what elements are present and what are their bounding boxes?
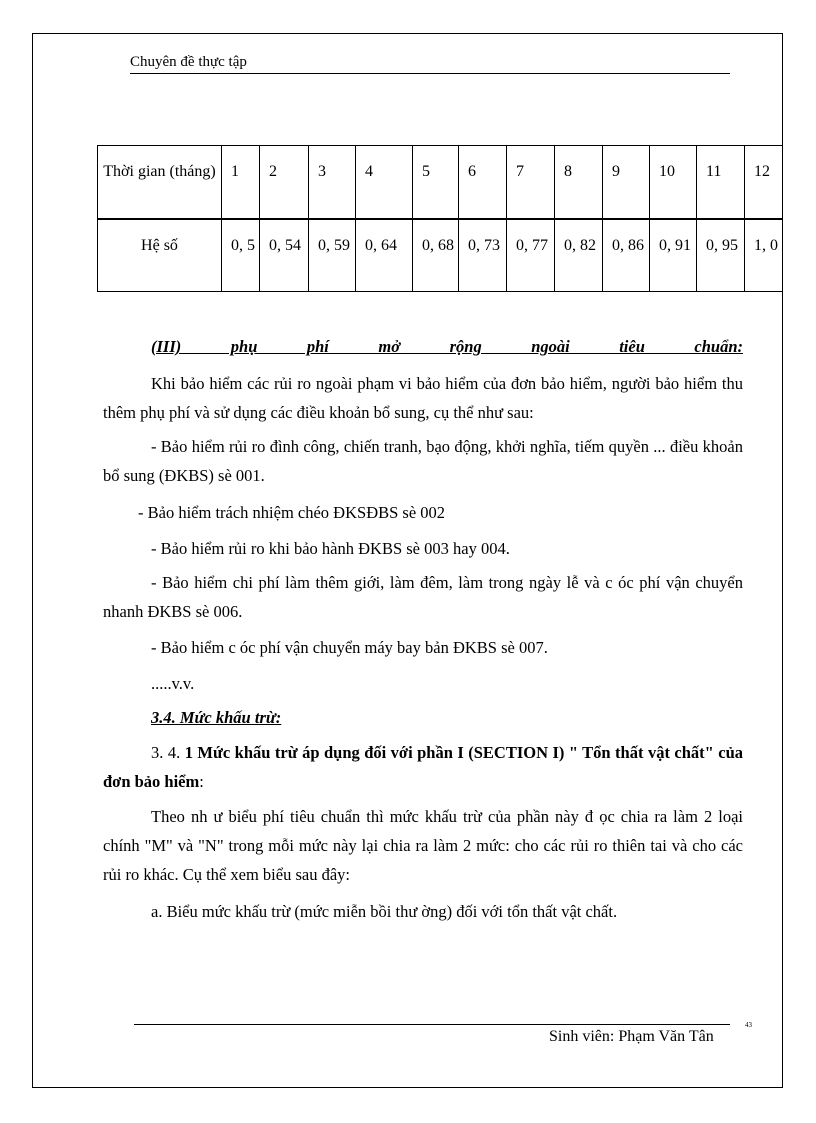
table-cell: 0, 73 <box>459 219 507 292</box>
subsection-number: 3. 4. <box>151 743 185 762</box>
page-header: Chuyên đề thực tập <box>130 54 730 74</box>
table-cell: 0, 68 <box>413 219 459 292</box>
table-cell: 3 <box>309 146 356 219</box>
row-label-coef: Hệ số <box>98 219 222 292</box>
footer-rule <box>134 1024 730 1025</box>
paragraph-item-2: - Bảo hiểm trách nhiệm chéo ĐKSĐBS sè 002 <box>138 503 446 522</box>
page-number: 43 <box>745 1021 752 1029</box>
paragraph-intro: Khi bảo hiểm các rủi ro ngoài phạm vi bảo hiểm của đơn bảo hiểm, người bảo hiểm thu thêm phụ phí và sử dụng các điều khoản bổ sung, cụ thể như sau: <box>103 374 743 422</box>
table-cell: 0, 82 <box>555 219 603 292</box>
paragraph-etc: .....v.v. <box>151 674 195 693</box>
paragraph-item-3: - Bảo hiểm rủi ro khi bảo hành ĐKBS sè 003 hay 004. <box>151 539 510 558</box>
table-cell: 1, 0 <box>745 219 783 292</box>
table-cell: 9 <box>603 146 650 219</box>
table-cell: 0, 91 <box>650 219 697 292</box>
row-label-time: Thời gian (tháng) <box>98 146 222 219</box>
table-cell: 1 <box>222 146 260 219</box>
section-heading-surcharge: (III) phụ phí mở rộng ngoài tiêu chuẩn: <box>151 337 743 356</box>
subsection-heading-341 <box>103 738 743 796</box>
paragraph-item-5: - Bảo hiểm c óc phí vận chuyển máy bay bản ĐKBS sè 007. <box>151 638 548 657</box>
paragraph-body-1: Theo nh ư biểu phí tiêu chuẩn thì mức khấu trừ của phần này đ ọc chia ra làm 2 loại chính "M" và "N" trong mỗi mức này lại chia ra làm 2 mức: cho các rủi ro thiên tai và cho các rủi ro khác. Cụ thể xem biểu sau đây: <box>103 807 743 884</box>
table-cell: 0, 54 <box>260 219 309 292</box>
table-cell: 0, 59 <box>309 219 356 292</box>
table-cell: 12 <box>745 146 783 219</box>
table-cell: 0, 86 <box>603 219 650 292</box>
table-cell: 4 <box>356 146 413 219</box>
footer-student-name: Sinh viên: Phạm Văn Tân <box>549 1028 714 1045</box>
table-cell: 6 <box>459 146 507 219</box>
table-cell: 8 <box>555 146 603 219</box>
table-row <box>98 146 783 219</box>
paragraph-item-1: - Bảo hiểm rủi ro đình công, chiến tranh, bạo động, khởi nghĩa, tiếm quyền ... điều khoản bổ sung (ĐKBS) sè 001. <box>103 437 743 485</box>
paragraph-item-4: - Bảo hiểm chi phí làm thêm giới, làm đêm, làm trong ngày lễ và c óc phí vận chuyển nhanh ĐKBS sè 006. <box>103 573 743 621</box>
coefficient-table <box>97 145 783 292</box>
subsection-colon: : <box>199 772 204 791</box>
table-cell: 0, 77 <box>507 219 555 292</box>
section-heading-deductible: 3.4. Mức khấu trừ: <box>151 708 282 727</box>
table-row <box>98 219 783 292</box>
table-cell: 5 <box>413 146 459 219</box>
paragraph-body-2: a. Biểu mức khấu trừ (mức miễn bồi thư ờng) đối với tổn thất vật chất. <box>151 902 618 921</box>
table-cell: 0, 95 <box>697 219 745 292</box>
table-cell: 7 <box>507 146 555 219</box>
table-cell: 0, 64 <box>356 219 413 292</box>
subsection-title: 1 Mức khấu trừ áp dụng đối với phần I (SECTION I) " Tổn thất vật chất" của đơn bảo hiểm <box>103 743 744 791</box>
table-cell: 2 <box>260 146 309 219</box>
table-cell: 10 <box>650 146 697 219</box>
table-cell: 11 <box>697 146 745 219</box>
table-cell: 0, 5 <box>222 219 260 292</box>
